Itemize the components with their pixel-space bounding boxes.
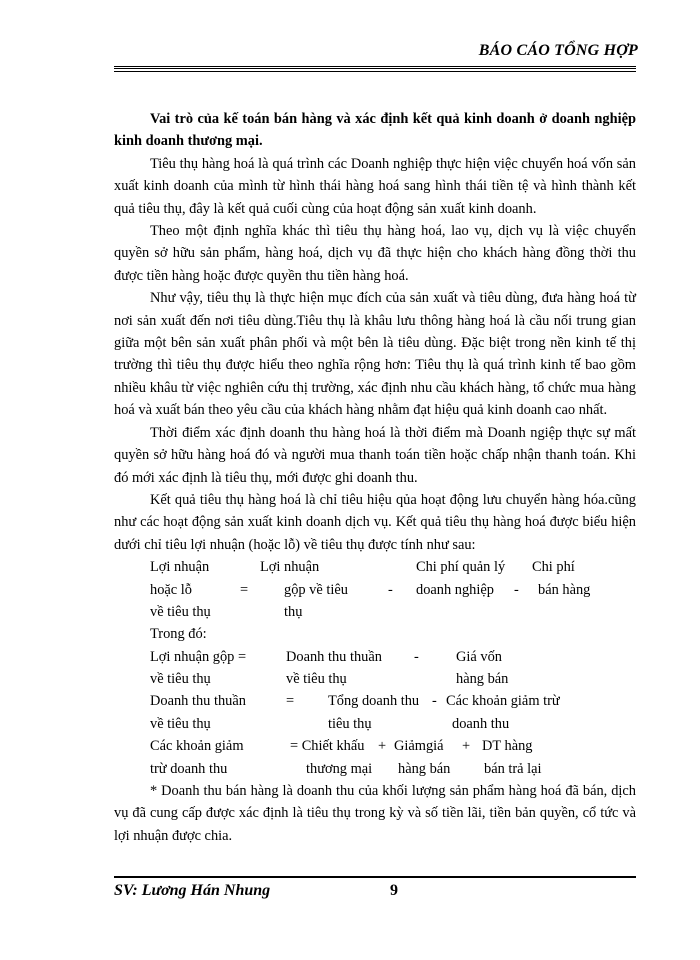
paragraph-4: Thời điểm xác định doanh thu hàng hoá là thời điểm mà Doanh ngiệp thực sự mất quyền sở hữu hàng hoá đó và người mua thanh toán tiền hoặc chấp nhận thanh toán. Khi đó mới xác định là tiêu thụ, mới được ghi doanh thu. <box>114 424 636 486</box>
formula-operator: + <box>462 738 471 755</box>
formula-row <box>114 735 636 757</box>
formula-term: Chi phí quản lý <box>416 559 506 576</box>
formula-term: Giá vốn <box>456 648 502 665</box>
formula-term: doanh thu <box>452 715 510 732</box>
formula-row <box>114 758 636 780</box>
formula-term: hàng bán <box>456 671 509 688</box>
formula-term: Lợi nhuận gộp = <box>150 648 247 665</box>
footer-author: SV: Lương Hán Nhung <box>114 882 271 899</box>
formula-operator: - <box>514 581 519 598</box>
formula-term: Các khoản giảm <box>150 738 244 755</box>
formula-operator: = <box>286 693 295 710</box>
formula-term: bán hàng <box>538 581 591 598</box>
formula-operator: - <box>388 581 393 598</box>
formula-row <box>114 668 636 690</box>
formula-term: Tổng doanh thu <box>328 693 420 710</box>
formula-term: Các khoản giảm trừ <box>446 693 560 710</box>
formula-term: trừ doanh thu <box>150 760 228 777</box>
formula-operator: = <box>240 581 249 598</box>
formula-term: về tiêu thụ <box>150 603 211 620</box>
formula-term: doanh nghiệp <box>416 581 494 598</box>
formula-operator: - <box>432 693 437 710</box>
header-rule <box>114 66 636 72</box>
formula-row <box>114 556 636 578</box>
formula-term: = Chiết khấu <box>290 738 365 755</box>
paragraph-5: Kết quả tiêu thụ hàng hoá là chỉ tiêu hiệu qủa hoạt động lưu chuyển hàng hóa.cũng như các hoạt động sản xuất kinh doanh dịch vụ. Kết quả tiêu thụ hàng hoá được biểu hiện dưới chỉ tiêu lợi nhuận (hoặc lỗ) về tiêu thụ được tính như sau: <box>114 491 636 553</box>
formula-term: Giảmgiá <box>394 738 444 755</box>
page-number: 9 <box>390 882 398 899</box>
paragraph-1: Tiêu thụ hàng hoá là quá trình các Doanh nghiệp thực hiện việc chuyển hoá vốn sản xuất kinh doanh của mình từ hình thái hàng hoá sang hình thái tiền tệ và hình thành kết quả tiêu thụ, đây là kết quả cuối cùng của hoạt động sản xuất kinh doanh. <box>114 155 636 217</box>
formula-operator: + <box>378 738 387 755</box>
formula-term: Lợi nhuận <box>150 559 210 576</box>
formula-term: Doanh thu thuần <box>150 693 246 710</box>
formula-row <box>114 713 636 735</box>
formula-term: hoặc lỗ <box>150 581 192 598</box>
formula-term: thương mại <box>306 760 373 777</box>
formula-block <box>114 556 636 780</box>
formula-row <box>114 690 636 712</box>
footer-rule <box>114 876 636 878</box>
formula-term: về tiêu thụ <box>286 671 347 688</box>
formula-row <box>114 579 636 601</box>
formula-row <box>114 601 636 623</box>
formula-term: Lợi nhuận <box>260 559 320 576</box>
page-header-title: BÁO CÁO TỔNG HỢP <box>478 42 638 59</box>
formula-term: bán trả lại <box>484 760 542 777</box>
formula-row <box>114 646 636 668</box>
formula-term: Chi phí <box>532 559 575 576</box>
formula-operator: - <box>414 648 419 665</box>
formula-term: thụ <box>284 603 303 620</box>
formula-term: gộp về tiêu <box>284 581 348 598</box>
document-body <box>114 108 636 847</box>
formula-label: Trong đó: <box>150 626 207 643</box>
paragraph-3: Như vậy, tiêu thụ là thực hiện mục đích của sản xuất và tiêu dùng, đưa hàng hoá từ nơi sản xuất đến nơi tiêu dùng.Tiêu thụ là khâu lưu thông hàng hoá là cầu nối trung gian giữa một bên sản xuất phân phối và một bên là tiêu dùng. Đặc biệt trong nền kinh tế thị trường thì tiêu thụ được hiểu theo nghĩa rộng hơn: Tiêu thụ là quá trình kinh tế bao gồm nhiều khâu từ việc nghiên cứu thị trường, xác định nhu cầu khách hàng, tổ chức mua hàng hoá và xuất bán theo yêu cầu của khách hàng nhằm đạt hiệu quả kinh doanh cao nhất. <box>114 290 636 419</box>
formula-term: về tiêu thụ <box>150 671 211 688</box>
formula-term: Doanh thu thuần <box>286 648 382 665</box>
paragraph-2: Theo một định nghĩa khác thì tiêu thụ hàng hoá, lao vụ, dịch vụ là việc chuyển quyền sở hữu sản phẩm, hàng hoá, dịch vụ đã thực hiện cho khách hàng đồng thời thu được tiền hàng hoặc được quyền thu tiền hàng hoá. <box>114 223 636 284</box>
note-paragraph: * Doanh thu bán hàng là doanh thu của khối lượng sản phẩm hàng hoá đã bán, dịch vụ đã cung cấp được xác định là tiêu thụ trong kỳ và số tiền lãi, tiền bản quyền, cổ tức và lợi nhuận được chia. <box>114 783 636 844</box>
formula-row <box>114 623 636 645</box>
formula-term: hàng bán <box>398 760 451 777</box>
formula-term: DT hàng <box>482 738 533 755</box>
section-heading: Vai trò của kế toán bán hàng và xác định kết quả kinh doanh ở doanh nghiệp kinh doanh thương mại. <box>114 111 636 150</box>
formula-term: về tiêu thụ <box>150 715 211 732</box>
formula-term: tiêu thụ <box>328 715 372 732</box>
